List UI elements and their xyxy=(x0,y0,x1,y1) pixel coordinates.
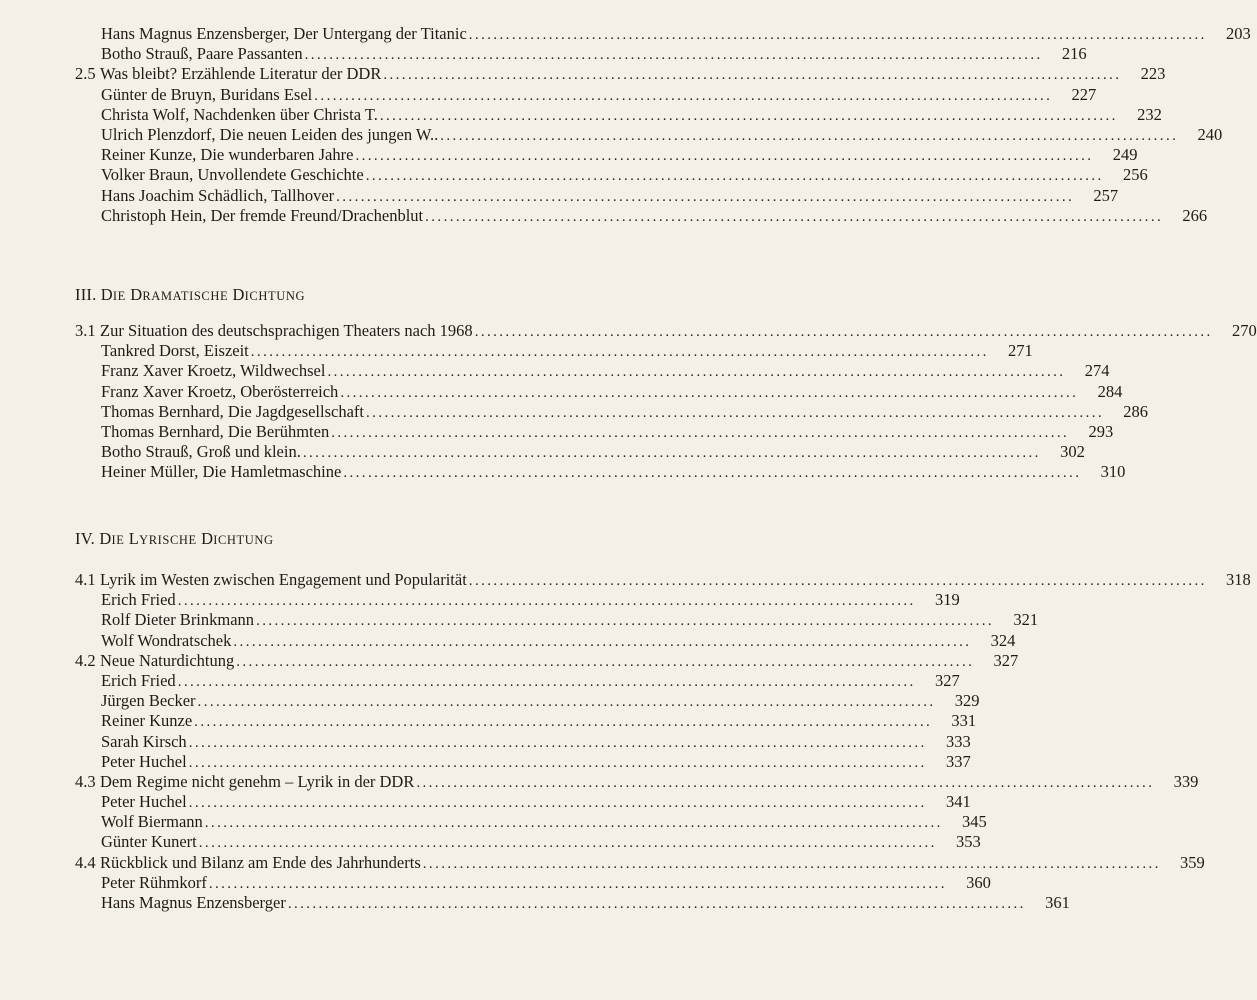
entry-title: Peter Huchel xyxy=(101,751,187,771)
toc-entry xyxy=(0,24,1251,44)
entry-title: Tankred Dorst, Eiszeit xyxy=(101,341,249,361)
toc-entry xyxy=(0,872,991,893)
entry-title: Heiner Müller, Die Hamletmaschine xyxy=(101,462,342,482)
dot-leader: ........................................................................................................................ xyxy=(256,613,995,630)
page-number: 333 xyxy=(945,731,971,751)
entry-title: Thomas Bernhard, Die Jagdgesellschaft xyxy=(101,401,365,421)
toc-entry xyxy=(0,165,1148,185)
dot-leader: ........................................................................................................................ xyxy=(197,694,936,711)
page-number: 232 xyxy=(1137,104,1162,124)
dot-leader: ........................................................................................................................ xyxy=(365,168,1104,185)
entry-title: Dem Regime nicht genehm – Lyrik in der DDR xyxy=(100,771,415,791)
entry-title: Zur Situation des deutschsprachigen Theaters nach 1968 xyxy=(100,321,473,340)
entry-title: Neue Naturdichtung xyxy=(100,650,235,670)
entry-title: Reiner Kunze, Die wunderbaren Jahre xyxy=(101,145,354,165)
section-number: 4.4 xyxy=(75,852,96,872)
dot-leader: ........................................................................................................................ xyxy=(425,208,1164,225)
dot-leader: ........................................................................................................................ xyxy=(336,188,1075,205)
page-number: 266 xyxy=(1182,205,1208,225)
entry-title: Christoph Hein, Der fremde Freund/Drachenblut xyxy=(101,205,424,225)
dot-leader: ........................................................................................................................ xyxy=(327,364,1066,381)
toc-entry xyxy=(0,590,960,610)
entry-title: Franz Xaver Kroetz, Oberösterreich xyxy=(101,381,339,401)
page-number: 324 xyxy=(990,630,1016,650)
entry-title: Rolf Dieter Brinkmann xyxy=(101,610,255,630)
entry-title: Erich Fried xyxy=(101,670,176,690)
dot-leader: ........................................................................................................................ xyxy=(302,445,1041,462)
entry-title: Lyrik im Westen zwischen Engagement und Popularität xyxy=(100,570,467,589)
toc-entry xyxy=(0,64,1166,84)
entry-title: Was bleibt? Erzählende Literatur der DDR xyxy=(100,64,382,84)
dot-leader: ........................................................................................................................ xyxy=(355,148,1094,165)
section-number: 4.1 xyxy=(75,570,96,589)
dot-leader: ........................................................................................................................ xyxy=(366,404,1105,421)
entry-title: Wolf Biermann xyxy=(101,812,203,832)
toc-entry xyxy=(0,44,1087,64)
section-number: 3.1 xyxy=(75,321,96,340)
dot-leader: ........................................................................................................................ xyxy=(340,384,1079,401)
page-number: 203 xyxy=(1226,24,1251,43)
page-number: 339 xyxy=(1173,771,1199,791)
page-number: 360 xyxy=(966,872,991,892)
toc-section-drama xyxy=(0,321,1257,483)
page-number: 321 xyxy=(1013,610,1039,630)
entry-title: Peter Huchel xyxy=(101,792,187,812)
dot-leader: ........................................................................................................................ xyxy=(343,465,1082,482)
page-number: 227 xyxy=(1071,84,1097,104)
entry-title: Volker Braun, Unvollendete Geschichte xyxy=(101,165,364,185)
dot-leader: ........................................................................................................................ xyxy=(198,835,937,852)
page-number: 271 xyxy=(1008,341,1033,361)
dot-leader: ........................................................................................................................ xyxy=(194,714,933,731)
page-number: 318 xyxy=(1226,570,1251,589)
dot-leader: ........................................................................................................................ xyxy=(314,87,1053,104)
toc-section-prose-continued xyxy=(0,24,1251,226)
page-number: 353 xyxy=(956,832,981,852)
page-number: 319 xyxy=(934,590,960,610)
toc-entry xyxy=(0,321,1257,341)
dot-leader: ........................................................................................................................ xyxy=(287,896,1026,912)
toc-entry xyxy=(0,361,1110,381)
toc-entry xyxy=(0,185,1119,206)
entry-title: Günter de Bruyn, Buridans Esel xyxy=(101,84,313,104)
entry-title: Erich Fried xyxy=(101,590,176,610)
dot-leader: ........................................................................................................................ xyxy=(236,653,975,670)
page-number: 257 xyxy=(1093,185,1119,205)
toc-entry xyxy=(0,145,1138,165)
toc-entry xyxy=(0,771,1199,792)
toc-entry xyxy=(0,670,960,691)
toc-entry xyxy=(0,630,1016,651)
dot-leader: ........................................................................................................................ xyxy=(474,324,1213,340)
toc-entry xyxy=(0,832,981,852)
entry-title: Botho Strauß, Groß und klein. xyxy=(101,442,301,462)
dot-leader: ........................................................................................................................ xyxy=(188,754,927,771)
toc-entry xyxy=(0,852,1205,873)
entry-title: Thomas Bernhard, Die Berühmten xyxy=(101,421,330,441)
page-number: 341 xyxy=(945,792,971,812)
toc-entry xyxy=(0,650,1019,671)
toc-entry xyxy=(0,104,1162,125)
toc-entry xyxy=(0,442,1085,462)
toc-entry xyxy=(0,421,1114,442)
entry-title: Reiner Kunze xyxy=(101,711,193,731)
page-number: 310 xyxy=(1100,462,1126,482)
entry-title: Wolf Wondratschek xyxy=(101,630,232,650)
page-number: 249 xyxy=(1112,145,1138,165)
page-number: 274 xyxy=(1084,361,1110,381)
entry-title: Peter Rühmkorf xyxy=(101,872,207,892)
page-number: 359 xyxy=(1180,852,1205,872)
dot-leader: ........................................................................................................................ xyxy=(177,673,916,690)
dot-leader: ........................................................................................................................ xyxy=(188,734,927,751)
entry-title: Günter Kunert xyxy=(101,832,197,852)
page-number: 256 xyxy=(1122,165,1148,185)
entry-title: Sarah Kirsch xyxy=(101,731,187,751)
page-number: 284 xyxy=(1097,381,1123,401)
toc-entry xyxy=(0,341,1033,361)
page-number: 327 xyxy=(934,670,960,690)
toc-entry xyxy=(0,812,987,832)
part-heading-drama: III. DIE DRAMATISCHE DICHTUNG xyxy=(75,285,306,304)
dot-leader: ........................................................................................................................ xyxy=(250,344,989,361)
toc-entry xyxy=(0,610,1039,630)
page-number: 302 xyxy=(1060,442,1085,462)
toc-entry xyxy=(0,401,1149,422)
page-number: 216 xyxy=(1061,44,1087,64)
toc-section-lyric xyxy=(0,570,1251,913)
dot-leader: ........................................................................................................................ xyxy=(304,47,1043,64)
toc-entry xyxy=(0,205,1208,226)
entry-title: Botho Strauß, Paare Passanten xyxy=(101,44,303,64)
page-number: 293 xyxy=(1088,421,1114,441)
page-number: 329 xyxy=(954,691,980,711)
toc-entry xyxy=(0,381,1123,402)
dot-leader: ........................................................................................................................ xyxy=(422,855,1161,872)
dot-leader: ........................................................................................................................ xyxy=(379,107,1118,124)
entry-title: Hans Magnus Enzensberger, Der Untergang der Titanic xyxy=(101,24,467,43)
toc-entry xyxy=(0,84,1097,105)
page-number: 240 xyxy=(1197,124,1223,144)
toc-entry xyxy=(0,570,1251,590)
dot-leader: ........................................................................................................................ xyxy=(233,633,972,650)
page-number: 223 xyxy=(1140,64,1166,84)
dot-leader: ........................................................................................................................ xyxy=(188,795,927,812)
entry-title: Ulrich Plenzdorf, Die neuen Leiden des jungen W.. xyxy=(101,124,439,144)
toc-entry xyxy=(0,792,971,812)
toc-entry xyxy=(0,691,980,711)
dot-leader: ........................................................................................................................ xyxy=(468,27,1207,43)
section-number: 4.3 xyxy=(75,771,96,791)
dot-leader: ........................................................................................................................ xyxy=(331,424,1070,441)
section-number: 2.5 xyxy=(75,64,96,84)
toc-entry xyxy=(0,462,1126,482)
dot-leader: ........................................................................................................................ xyxy=(204,815,943,832)
entry-title: Rückblick und Bilanz am Ende des Jahrhunderts xyxy=(100,852,421,872)
toc-entry xyxy=(0,893,1070,913)
dot-leader: ........................................................................................................................ xyxy=(177,593,916,610)
entry-title: Hans Joachim Schädlich, Tallhover xyxy=(101,185,335,205)
toc-entry xyxy=(0,124,1223,145)
dot-leader: ........................................................................................................................ xyxy=(383,67,1122,84)
dot-leader: ........................................................................................................................ xyxy=(208,875,947,892)
page-number: 327 xyxy=(993,650,1019,670)
dot-leader: ........................................................................................................................ xyxy=(440,127,1179,144)
entry-title: Jürgen Becker xyxy=(101,691,196,711)
entry-title: Hans Magnus Enzensberger xyxy=(101,893,286,912)
toc-entry xyxy=(0,751,971,772)
toc-entry xyxy=(0,731,971,752)
entry-title: Franz Xaver Kroetz, Wildwechsel xyxy=(101,361,326,381)
page-number: 286 xyxy=(1123,401,1149,421)
page-number: 270 xyxy=(1231,321,1257,340)
part-heading-lyric: IV. DIE LYRISCHE DICHTUNG xyxy=(75,529,274,548)
dot-leader: ........................................................................................................................ xyxy=(416,774,1155,791)
page-number: 361 xyxy=(1045,893,1070,912)
toc-entry xyxy=(0,711,977,731)
page-number: 345 xyxy=(962,812,987,832)
entry-title: Christa Wolf, Nachdenken über Christa T. xyxy=(101,104,378,124)
section-number: 4.2 xyxy=(75,650,96,670)
page-number: 331 xyxy=(951,711,977,731)
page-number: 337 xyxy=(945,751,971,771)
dot-leader: ........................................................................................................................ xyxy=(468,573,1207,589)
